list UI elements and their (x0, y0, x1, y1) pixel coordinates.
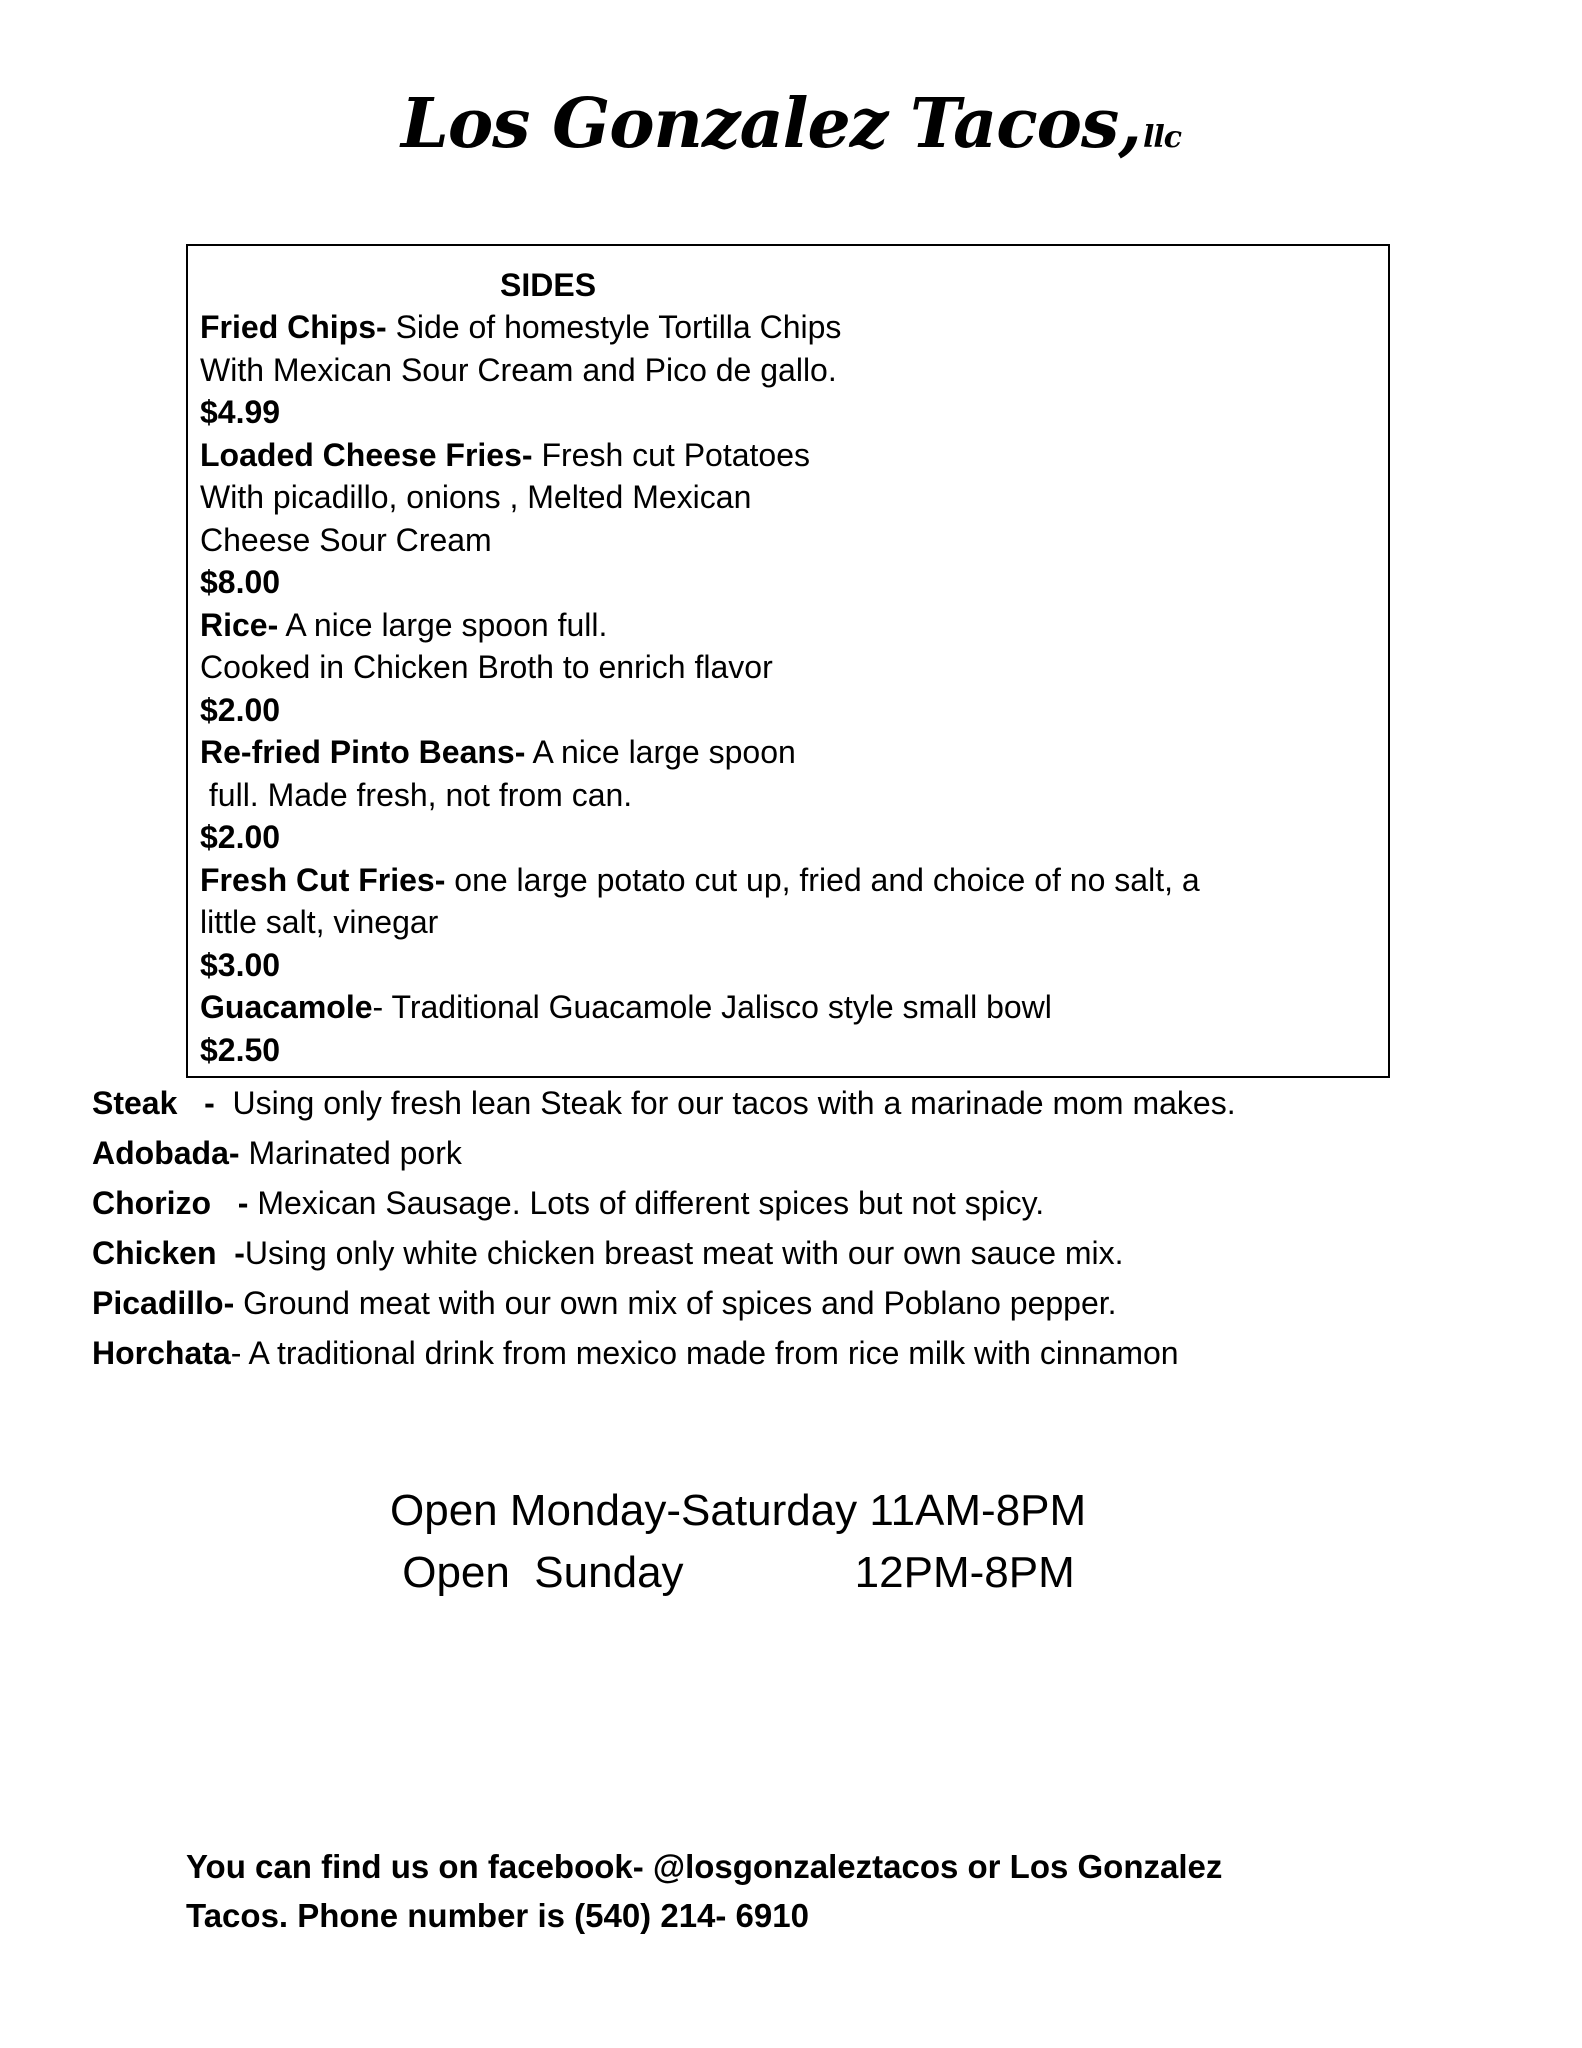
filling-name: Steak - (92, 1085, 215, 1121)
filling-description: Ground meat with our own mix of spices and Poblano pepper. (234, 1285, 1117, 1321)
filling-description: Mexican Sausage. Lots of different spices but not spicy. (248, 1185, 1045, 1221)
filling-name: Horchata (92, 1335, 231, 1371)
filling-item (92, 1278, 1542, 1328)
side-item-line (200, 646, 1388, 689)
side-item-price: $2.00 (200, 691, 281, 728)
side-item-description: With Mexican Sour Cream and Pico de gallo. (200, 351, 837, 388)
side-item (200, 859, 1388, 987)
contact-info (186, 1842, 1386, 1940)
side-item-line (200, 306, 1388, 349)
contact-line-2: Tacos. Phone number is (540) 214- 6910 (186, 1897, 809, 1934)
side-item-price: $2.50 (200, 1031, 281, 1068)
side-item-description: Cheese Sour Cream (200, 521, 492, 558)
filling-name: Adobada- (92, 1135, 240, 1171)
side-item-line (200, 476, 1388, 519)
side-item-name: Guacamole (200, 989, 373, 1025)
side-item-price: $3.00 (200, 946, 281, 983)
side-item-description: With picadillo, onions , Melted Mexican (200, 479, 752, 515)
side-item (200, 434, 1388, 604)
side-item-line (200, 986, 1388, 1029)
side-item-line (200, 731, 1388, 774)
side-item-line (200, 349, 1388, 392)
side-item-name: Re-fried Pinto Beans- (200, 734, 526, 770)
side-item-name: Fresh Cut Fries- (200, 861, 446, 898)
filling-name: Picadillo- (92, 1285, 235, 1321)
fillings-list (92, 1078, 1542, 1378)
sides-menu-box (186, 244, 1390, 1078)
filling-item (92, 1078, 1542, 1128)
hours-weekday: Open Monday-Saturday 11AM-8PM (390, 1486, 1087, 1535)
side-item-line (200, 434, 1388, 477)
side-item-price: $8.00 (200, 564, 281, 600)
side-item-description: one large potato cut up, fried and choice of no salt, a (445, 861, 1200, 898)
filling-description: - A traditional drink from mexico made from rice milk with cinnamon (230, 1335, 1179, 1371)
side-item-line (200, 604, 1388, 647)
side-item-description: A nice large spoon full. (278, 606, 608, 643)
filling-item (92, 1178, 1542, 1228)
side-item-name: Fried Chips- (200, 309, 387, 345)
side-item-name: Rice- (200, 606, 279, 643)
filling-description: Marinated pork (239, 1135, 462, 1171)
side-item-description: Fresh cut Potatoes (532, 436, 811, 473)
side-item-description: Side of homestyle Tortilla Chips (386, 309, 842, 345)
opening-hours (390, 1480, 1086, 1604)
side-item (200, 306, 1388, 434)
side-item-price: $4.99 (200, 394, 281, 430)
filling-item (92, 1128, 1542, 1178)
filling-name: Chorizo - (92, 1185, 249, 1221)
restaurant-title (0, 84, 1582, 164)
side-item-line (200, 519, 1388, 562)
side-item-description: Cooked in Chicken Broth to enrich flavor (200, 649, 773, 685)
filling-item (92, 1328, 1542, 1378)
side-item-line (200, 901, 1388, 944)
contact-line-1: You can find us on facebook- @losgonzaleztacos or Los Gonzalez (186, 1848, 1223, 1885)
llc-suffix: llc (1142, 120, 1181, 155)
filling-description: Using only fresh lean Steak for our tacos with a marinade mom makes. (214, 1085, 1236, 1121)
filling-description: Using only white chicken breast meat with our own sauce mix. (244, 1235, 1124, 1271)
side-item-description: full. Made fresh, not from can. (200, 776, 633, 813)
side-item (200, 731, 1388, 859)
filling-name: Chicken - (92, 1235, 245, 1271)
side-item-line (200, 859, 1388, 902)
side-item-description: little salt, vinegar (200, 904, 439, 940)
restaurant-name: Los Gonzalez Tacos, (401, 84, 1141, 164)
side-item (200, 986, 1388, 1071)
filling-item (92, 1228, 1542, 1278)
side-item-line (200, 774, 1388, 817)
sides-heading: SIDES (500, 267, 597, 303)
sides-list (200, 306, 1388, 1071)
hours-sunday: Open Sunday 12PM-8PM (390, 1548, 1075, 1597)
side-item-description: - Traditional Guacamole Jalisco style small bowl (372, 989, 1052, 1025)
side-item-name: Loaded Cheese Fries- (200, 436, 533, 473)
side-item-description: A nice large spoon (525, 734, 796, 770)
side-item-price: $2.00 (200, 819, 281, 855)
side-item (200, 604, 1388, 732)
